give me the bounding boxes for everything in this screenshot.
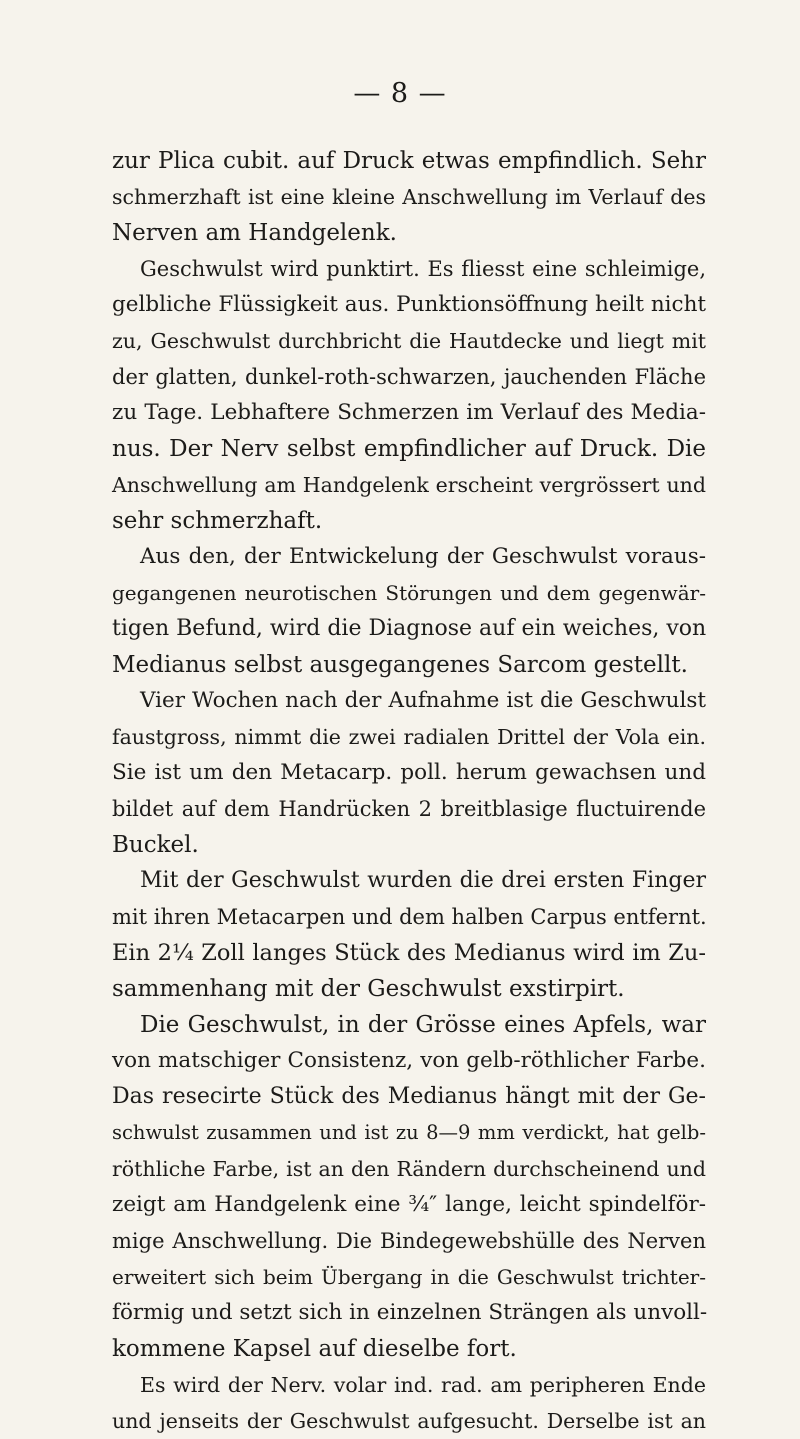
text-line: röthliche Farbe, ist an den Rändern durchscheinend und <box>112 1157 706 1181</box>
text-line: förmig und setzt sich in einzelnen Strängen als unvoll- <box>112 1300 708 1325</box>
text-line: mige Anschwellung. Die Bindegewebshülle des Nerven <box>112 1229 706 1253</box>
text-line: Medianus selbst ausgegangenes Sarcom gestellt. <box>112 652 688 678</box>
text-line: schwulst zusammen und ist zu 8—9 mm verdickt, hat gelb- <box>112 1121 706 1144</box>
text-line: Vier Wochen nach der Aufnahme ist die Geschwulst <box>140 688 706 713</box>
text-line: zur Plica cubit. auf Druck etwas empfindlich. Sehr <box>112 148 706 174</box>
text-line: zeigt am Handgelenk eine ¾″ lange, leicht spindelför- <box>112 1192 706 1217</box>
text-line: und jenseits der Geschwulst aufgesucht. Derselbe ist an <box>112 1409 706 1433</box>
text-line: Das resecirte Stück des Medianus hängt mit der Ge- <box>112 1084 706 1109</box>
text-line: Nerven am Handgelenk. <box>112 220 397 246</box>
text-line: Mit der Geschwulst wurden die drei ersten Finger <box>140 868 706 893</box>
text-line: gegangenen neurotischen Störungen und dem gegenwär- <box>112 581 706 605</box>
text-line: sammenhang mit der Geschwulst exstirpirt. <box>112 976 625 1002</box>
text-line: zu, Geschwulst durchbricht die Hautdecke und liegt mit <box>112 329 706 353</box>
text-line: mit ihren Metacarpen und dem halben Carpus entfernt. <box>112 905 707 929</box>
text-line: schmerzhaft ist eine kleine Anschwellung im Verlauf des <box>112 185 706 209</box>
text-line: Aus den, der Entwickelung der Geschwulst voraus- <box>140 544 706 569</box>
text-line: faustgross, nimmt die zwei radialen Drittel der Vola ein. <box>112 725 706 749</box>
text-line: nus. Der Nerv selbst empfindlicher auf Druck. Die <box>112 436 706 462</box>
page-body-text <box>112 143 706 1439</box>
text-line: Geschwulst wird punktirt. Es fliesst eine schleimige, <box>140 257 706 281</box>
text-line: Die Geschwulst, in der Grösse eines Apfels, war <box>140 1012 706 1038</box>
text-line: Ein 2¼ Zoll langes Stück des Medianus wird im Zu- <box>112 940 706 966</box>
text-line: der glatten, dunkel-roth-schwarzen, jauchenden Fläche <box>112 365 706 389</box>
text-line: von matschiger Consistenz, von gelb-röthlicher Farbe. <box>112 1048 706 1073</box>
text-line: sehr schmerzhaft. <box>112 508 323 534</box>
text-line: tigen Befund, wird die Diagnose auf ein weiches, von <box>112 616 707 641</box>
text-line: Anschwellung am Handgelenk erscheint vergrössert und <box>112 473 706 497</box>
text-line: kommene Kapsel auf dieselbe fort. <box>112 1336 517 1362</box>
page-number-header: — 8 — <box>353 78 447 109</box>
text-line: Es wird der Nerv. volar ind. rad. am peripheren Ende <box>140 1373 706 1397</box>
text-line: zu Tage. Lebhaftere Schmerzen im Verlauf des Media- <box>112 400 706 425</box>
text-line: bildet auf dem Handrücken 2 breitblasige fluctuirende <box>112 797 706 821</box>
text-line: Sie ist um den Metacarp. poll. herum gewachsen und <box>112 760 706 785</box>
text-line: erweitert sich beim Übergang in die Geschwulst trichter- <box>112 1265 706 1289</box>
text-line: gelbliche Flüssigkeit aus. Punktionsöffnung heilt nicht <box>112 292 707 317</box>
text-line: Buckel. <box>112 832 199 858</box>
